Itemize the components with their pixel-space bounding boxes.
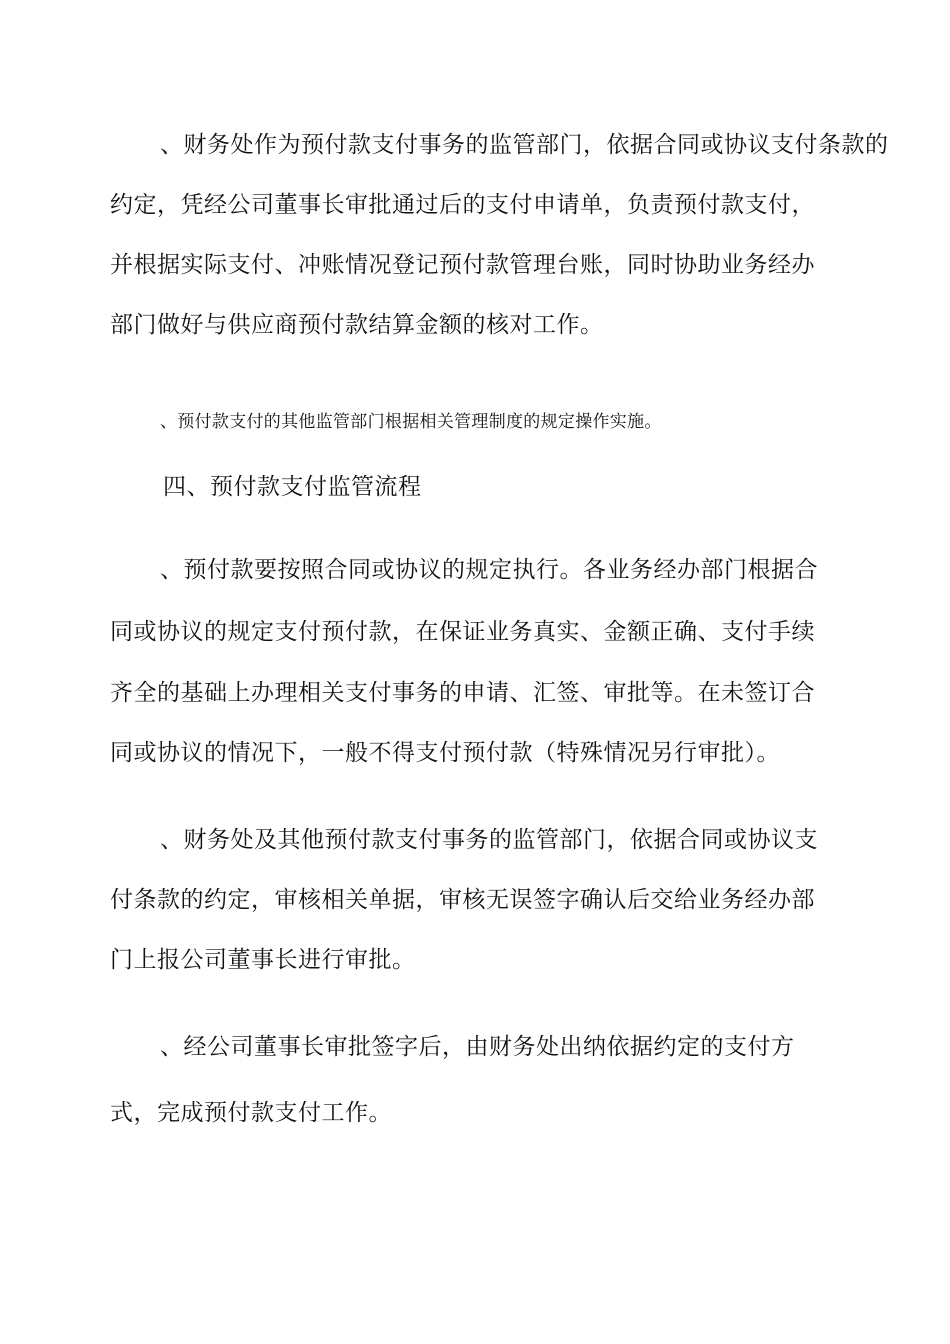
paragraph-1-line-2: 约定，凭经公司董事长审批通过后的支付申请单，负责预付款支付， (110, 192, 815, 218)
paragraph-4-line-1: 、财务处及其他预付款支付事务的监管部门，依据合同或协议支 (160, 827, 818, 853)
paragraph-1-line-4: 部门做好与供应商预付款结算金额的核对工作。 (110, 312, 604, 338)
paragraph-3-line-4: 同或协议的情况下，一般不得支付预付款（特殊情况另行审批）。 (110, 740, 780, 766)
paragraph-1-line-3: 并根据实际支付、冲账情况登记预付款管理台账，同时协助业务经办 (110, 252, 815, 278)
section-heading: 四、预付款支付监管流程 (163, 474, 422, 500)
paragraph-4-line-3: 门上报公司董事长进行审批。 (110, 947, 416, 973)
paragraph-3-line-3: 齐全的基础上办理相关支付事务的申请、汇签、审批等。在未签订合 (110, 680, 815, 706)
paragraph-3-line-1: 、预付款要按照合同或协议的规定执行。各业务经办部门根据合 (160, 557, 818, 583)
paragraph-5-line-2: 式，完成预付款支付工作。 (110, 1100, 392, 1126)
paragraph-5-line-1: 、经公司董事长审批签字后，由财务处出纳依据约定的支付方 (160, 1034, 795, 1060)
paragraph-3-line-2: 同或协议的规定支付预付款，在保证业务真实、金额正确、支付手续 (110, 619, 815, 645)
paragraph-4-line-2: 付条款的约定，审核相关单据，审核无误签字确认后交给业务经办部 (110, 887, 815, 913)
paragraph-2-line-1: 、预付款支付的其他监管部门根据相关管理制度的规定操作实施。 (160, 412, 662, 432)
paragraph-1-line-1: 、财务处作为预付款支付事务的监管部门，依据合同或协议支付条款的 (160, 132, 889, 158)
